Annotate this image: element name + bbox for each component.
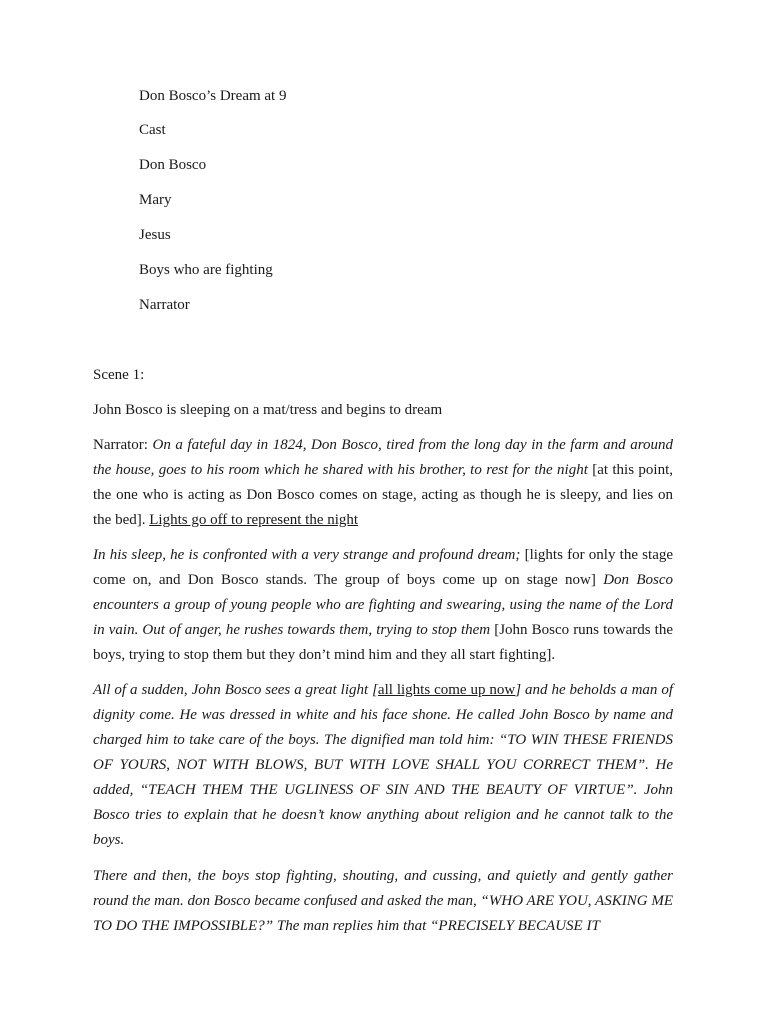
narration-text: On a fateful day in 1824, Don Bosco, tired from the long day in the farm and around the house, goes to his room which he shared with his brother, to rest for the night: [93, 437, 674, 478]
underlined-direction: all lights come up now: [377, 682, 516, 698]
paragraph-4: [93, 864, 673, 939]
narration-text: Don Bosco encounters a group of young people who are fighting and swearing, using the name of the Lord in vain. Out of anger, he rushes towards them, trying to stop them: [93, 572, 673, 638]
cast-member: Jesus: [139, 227, 171, 243]
paragraph-2: [93, 543, 673, 668]
stage-direction: [John Bosco runs towards the boys, trying to stop them but they don’t mind him and they all start fighting].: [93, 622, 673, 663]
cast-heading: Cast: [139, 122, 166, 138]
cast-member: Don Bosco: [139, 157, 207, 173]
underlined-direction: Lights go off to represent the night: [149, 512, 359, 528]
paragraph-3: [93, 678, 673, 853]
stage-direction: [at this point, the one who is acting as Don Bosco comes on stage, acting as though he is sleepy, and lies on the bed].: [93, 462, 673, 528]
paragraph-1: [93, 433, 673, 533]
narration-text: All of a sudden, John Bosco sees a great light [: [93, 682, 378, 698]
cast-member: Boys who are fighting: [139, 262, 273, 278]
scene-heading: Scene 1:: [93, 367, 145, 383]
narration-text: ] and he beholds a man of dignity come. He was dressed in white and his face shone. He called John Bosco by name and charged him to take care of the boys. The dignified man told him: “TO WIN THESE FRIENDS OF YOURS, NOT WITH BLOWS, BUT WITH LOVE SHALL YOU CORRECT THEM”. He added, “TEACH THEM THE UGLINESS OF SIN AND THE BEAUTY OF VIRTUE”. John Bosco tries to explain that he doesn’t know anything about religion and he cannot talk to the boys.: [93, 682, 673, 848]
narration-text: There and then, the boys stop fighting, shouting, and cussing, and quietly and gently gather round the man. don Bosco became confused and asked the man, “WHO ARE YOU, ASKING ME TO DO THE IMPOSSIBLE?” The man replies him that “PRECISELY BECAUSE IT: [93, 868, 673, 934]
scene-setup: John Bosco is sleeping on a mat/tress and begins to dream: [93, 402, 443, 418]
cast-member: Narrator: [139, 297, 190, 313]
narration-text: In his sleep, he is confronted with a very strange and profound dream;: [93, 547, 521, 563]
play-title: Don Bosco’s Dream at 9: [139, 88, 287, 104]
stage-direction: [lights for only the stage come on, and Don Bosco stands. The group of boys come up on stage now]: [93, 547, 674, 588]
speaker-label: Narrator:: [93, 437, 153, 453]
cast-member: Mary: [139, 192, 172, 208]
